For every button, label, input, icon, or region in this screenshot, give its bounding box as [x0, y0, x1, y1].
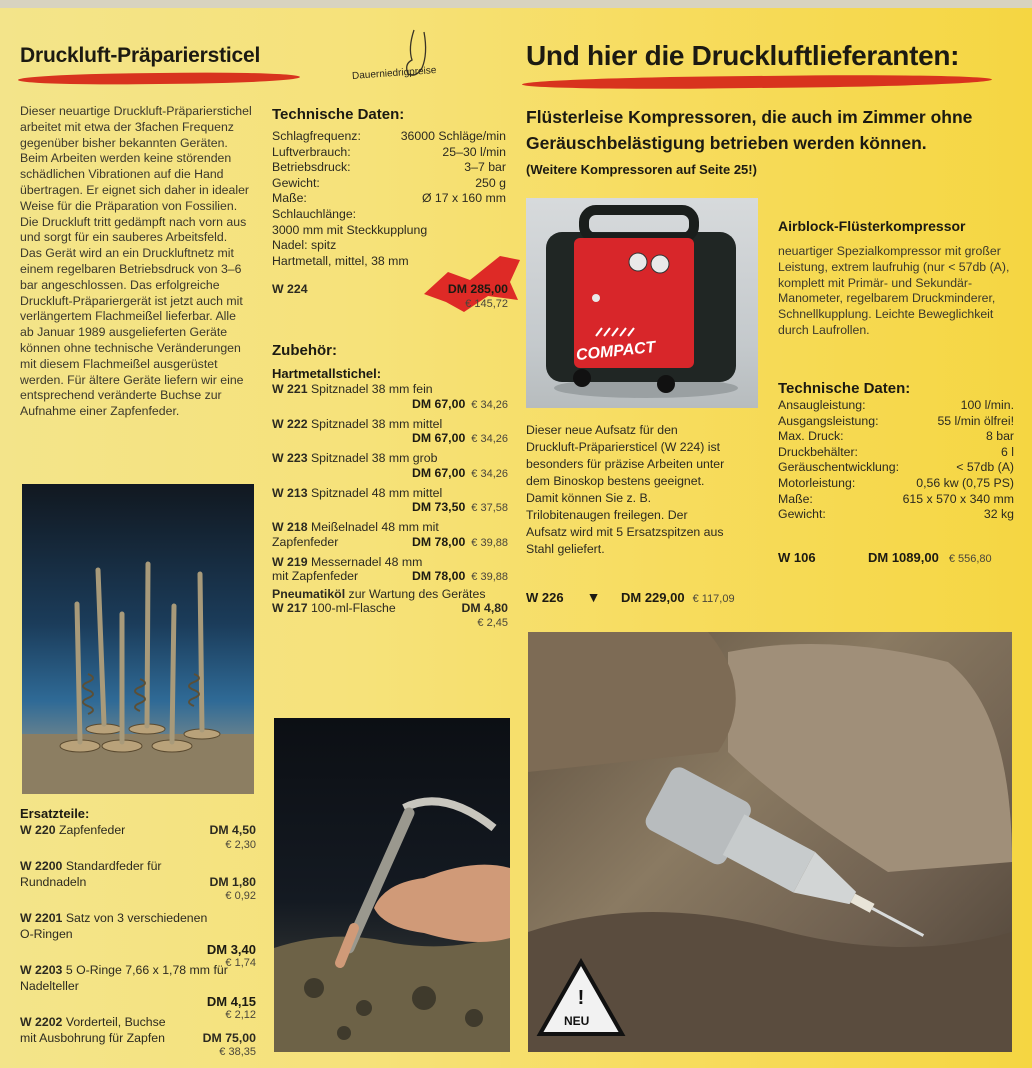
- tool-in-hand-photo: [274, 718, 510, 1052]
- product-description: neuartiger Spezialkompressor mit großer Leistung, extrem laufruhig (nur < 57db (A), komplett mit Primär- und Sekundär-Manometer, regelbarem Druckminderer, Schnellkupplung. Leichte Beweglichkeit durch Laufrollen.: [778, 244, 1010, 337]
- red-brush-stroke: [522, 74, 992, 91]
- accessory-price: DM 67,00 € 34,26: [411, 396, 508, 411]
- spare-item: W 2202 Vorderteil, Buchse mit Ausbohrung für Zapfen DM 75,00 € 38,35: [20, 1015, 256, 1059]
- spares-list: [20, 823, 256, 1067]
- accessory-item: W 223 Spitznadel 38 mm grob: [272, 451, 438, 466]
- spec-row: Schlagfrequenz: 36000 Schläge/min: [272, 129, 506, 143]
- attachment-price-row: W 226 ▼ DM 229,00 € 117,09: [526, 589, 735, 605]
- accessory-price: DM 78,00 € 39,88: [411, 568, 508, 583]
- low-price-stamp: Dauerniedrigpreise: [352, 28, 452, 88]
- accessory-price: DM 73,50 € 37,58: [411, 500, 508, 515]
- accessories-title: Zubehör:: [272, 342, 337, 359]
- product-title: Airblock-Flüsterkompressor: [778, 218, 966, 234]
- compressor-photo: [526, 198, 758, 408]
- attachment-photo: [528, 632, 1012, 1052]
- oil-item: Pneumatiköl zur Wartung des Gerätes: [272, 586, 486, 601]
- spec-row: Motorleistung: 0,56 kw (0,75 PS): [778, 475, 1014, 490]
- spare-item: W 2200 Standardfeder für Rundnadeln DM 1,80 € 0,92: [20, 859, 256, 903]
- hardmetal-title: Hartmetallstichel:: [272, 366, 382, 381]
- accessory-item: W 221 Spitznadel 38 mm fein: [272, 382, 433, 396]
- spec-row: Geräuschentwicklung: < 57db (A): [778, 460, 1014, 475]
- spare-parts-photo: [22, 484, 254, 794]
- spec-row: Ansaugleistung: 100 l/min.: [778, 398, 1014, 412]
- spec-row: Gewicht: 250 g: [272, 175, 506, 190]
- accessory-price: DM 67,00 € 34,26: [411, 431, 508, 446]
- spec-row: 3000 mm mit Steckkupplung: [272, 222, 428, 237]
- spec-row: Druckbehälter: 6 l: [778, 444, 1014, 459]
- left-body-text: Dieser neuartige Druckluft-Präparierstichel arbeitet mit etwa der 3fachen Frequenz gegenüber bisher bekannten Geräten. Beim Arbeiten werden keine störenden schädlichen Vibrationen auf die Hand übertragen. Er eignet sich daher in idealer Weise für die Präparation von Fossilien. Die Druckluft tritt gedämpft nach vorn aus und sorgt für ein sauberes Arbeitsfeld. Das Gerät wird an ein Druckluftnetz mit einem regelbaren Betriebsdruck von 3–6 bar angeschlossen. Das erfolgreiche Druckluft-Präpariergerät ist jetzt auch mit verlängertem Flachmeißel lieferbar. Alle ab Januar 1989 ausgelieferten Geräte können ohne technische Veränderungen mit diesem Flachmeißel ausgerüstet werden. Für ältere Geräte liefern wir eine entsprechend veränderte Buchse zur Aufnahme einer Zapfenfeder.: [20, 104, 252, 419]
- spec-row: Nadel: spitz: [272, 238, 337, 253]
- accessory-item: W 218 Meißelnadel 48 mm mit Zapfenfeder: [272, 520, 439, 549]
- oil-euro: € 2,45: [477, 616, 508, 629]
- left-title: Druckluft-Präpariersticel: [20, 44, 261, 67]
- red-brush-stroke: [18, 72, 300, 86]
- spec-row: Maße: 615 x 570 x 340 mm: [778, 491, 1014, 506]
- accessory-price: DM 78,00 € 39,88: [411, 534, 508, 549]
- spec-row: Schlauchlänge:: [272, 206, 357, 221]
- spec-row: Maße: Ø 17 x 160 mm: [272, 191, 506, 206]
- svg-text:!: !: [577, 987, 585, 1009]
- accessory-item: W 219 Messernadel 48 mm mit Zapfenfeder: [272, 554, 423, 584]
- new-badge: NEU: [564, 1014, 590, 1028]
- tech-specs: [272, 129, 506, 269]
- spec-row: Luftverbrauch: 25–30 l/min: [272, 144, 506, 159]
- spare-item: W 220 Zapfenfeder DM 4,50 € 2,30: [20, 823, 256, 851]
- right-subtitle: Flüsterleise Kompressoren, die auch im Zimmer ohne Geräuschbelästigung betrieben werden können.: [526, 107, 973, 153]
- accessories-list: [272, 382, 508, 629]
- compressor-label: COMPACT: [575, 338, 657, 365]
- right-note: (Weitere Kompressoren auf Seite 25!): [526, 162, 757, 177]
- spares-title: Ersatzteile:: [20, 806, 90, 821]
- spec-row: Max. Druck: 8 bar: [778, 429, 1014, 444]
- compressor-specs: [778, 398, 1014, 523]
- accessory-item: W 213 Spitznadel 48 mm mittel: [272, 485, 443, 500]
- right-title: Und hier die Druckluftlieferanten:: [526, 40, 960, 71]
- spare-item: W 2201 Satz von 3 verschiedenen O-Ringen DM 3,40 € 1,74: [20, 911, 256, 970]
- accessory-item: W 222 Spitznadel 38 mm mittel: [272, 416, 443, 431]
- down-arrow-icon: ▼: [586, 589, 601, 605]
- tech-title: Technische Daten:: [272, 106, 405, 123]
- spec-row: Betriebsdruck: 3–7 bar: [272, 160, 506, 175]
- compressor-tech-title: Technische Daten:: [778, 380, 911, 397]
- spec-row: Gewicht: 32 kg: [778, 507, 1014, 522]
- main-price-row: W 224 DM 285,00: [272, 282, 508, 296]
- attachment-description: Dieser neue Aufsatz für den Druckluft-Präpariersticel (W 224) ist besonders für präzise Arbeiten unter dem Binoskop bestens geeignet. Damit können Sie z. B. Trilobitenaugen freilegen. Der Aufsatz wird mit 5 Ersatzspitzen aus Stahl geliefert.: [526, 423, 725, 556]
- spare-item: W 2203 5 O-Ringe 7,66 x 1,78 mm für Nadelteller DM 4,15 € 2,12: [20, 963, 256, 1022]
- main-euro: € 145,72: [465, 298, 508, 310]
- page-top-edge: [0, 0, 1032, 8]
- compressor-price-row: W 106 DM 1089,00 € 556,80: [778, 550, 992, 565]
- spec-row: Hartmetall, mittel, 38 mm: [272, 253, 409, 268]
- oil-price-row: W 217 100-ml-Flasche DM 4,80: [272, 601, 508, 616]
- accessory-price: DM 67,00 € 34,26: [411, 465, 508, 480]
- spec-row: Ausgangsleistung: 55 l/min ölfrei!: [778, 413, 1014, 428]
